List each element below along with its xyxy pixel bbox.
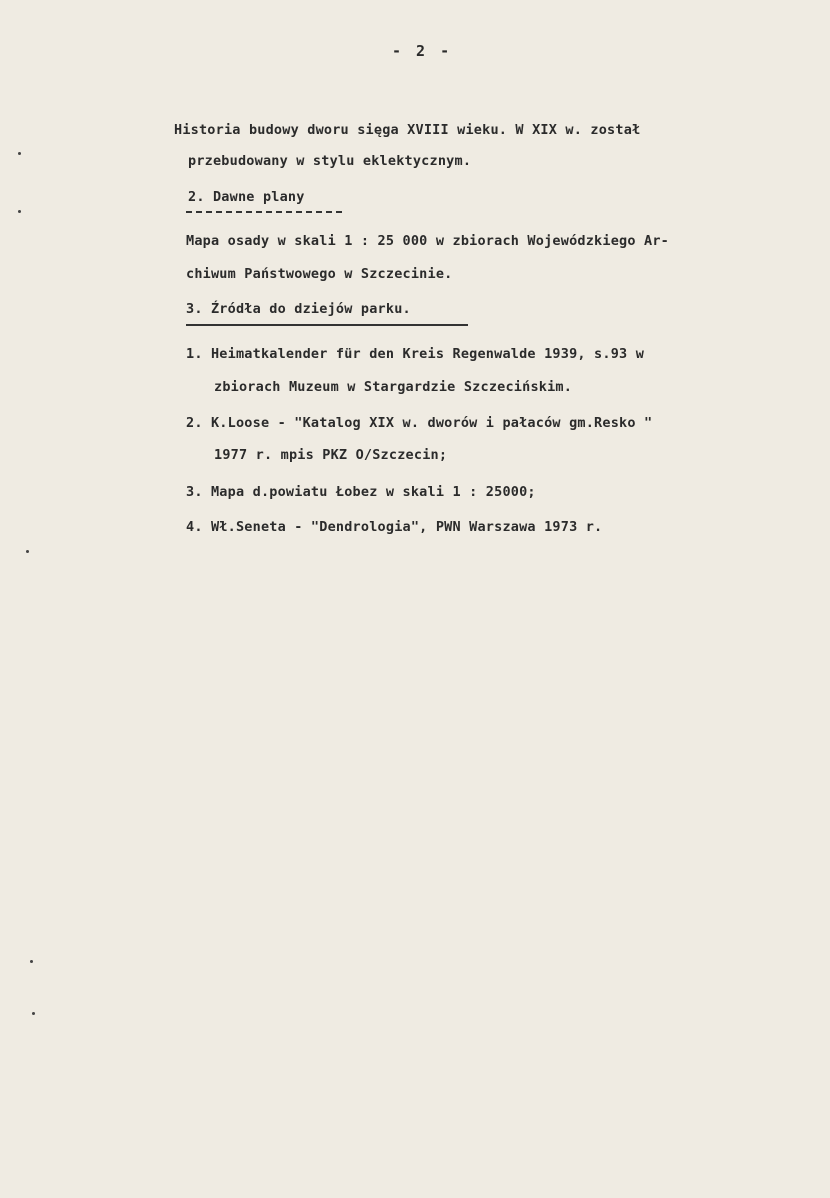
section-2-line-2: chiwum Państwowego w Szczecinie. bbox=[186, 266, 453, 282]
section-2-heading: 2. Dawne plany bbox=[188, 189, 305, 205]
page-number: - 2 - bbox=[392, 42, 453, 60]
source-item-4: 4. Wł.Seneta - "Dendrologia", PWN Warszawa 1973 r. bbox=[186, 519, 603, 535]
margin-speck bbox=[32, 1012, 35, 1015]
section-3-heading: 3. Źródła do dziejów parku. bbox=[186, 301, 411, 317]
section-2-underline bbox=[186, 211, 342, 213]
margin-speck bbox=[18, 210, 21, 213]
section-3-underline bbox=[186, 324, 468, 326]
history-line-2: przebudowany w stylu eklektycznym. bbox=[188, 153, 472, 169]
source-item-1-line-1: 1. Heimatkalender für den Kreis Regenwalde 1939, s.93 w bbox=[186, 346, 645, 362]
history-line-1: Historia budowy dworu sięga XVIII wieku. W XIX w. został bbox=[174, 122, 641, 138]
source-item-2-line-1: 2. K.Loose - "Katalog XIX w. dworów i pałaców gm.Resko " bbox=[186, 415, 653, 431]
margin-speck bbox=[30, 960, 33, 963]
source-item-2-line-2: 1977 r. mpis PKZ O/Szczecin; bbox=[214, 447, 448, 463]
source-item-3: 3. Mapa d.powiatu Łobez w skali 1 : 25000; bbox=[186, 484, 536, 500]
source-item-1-line-2: zbiorach Muzeum w Stargardzie Szczecińskim. bbox=[214, 379, 573, 395]
section-2-line-1: Mapa osady w skali 1 : 25 000 w zbiorach Wojewódzkiego Ar- bbox=[186, 233, 670, 249]
margin-speck bbox=[26, 550, 29, 553]
margin-speck bbox=[18, 152, 21, 155]
